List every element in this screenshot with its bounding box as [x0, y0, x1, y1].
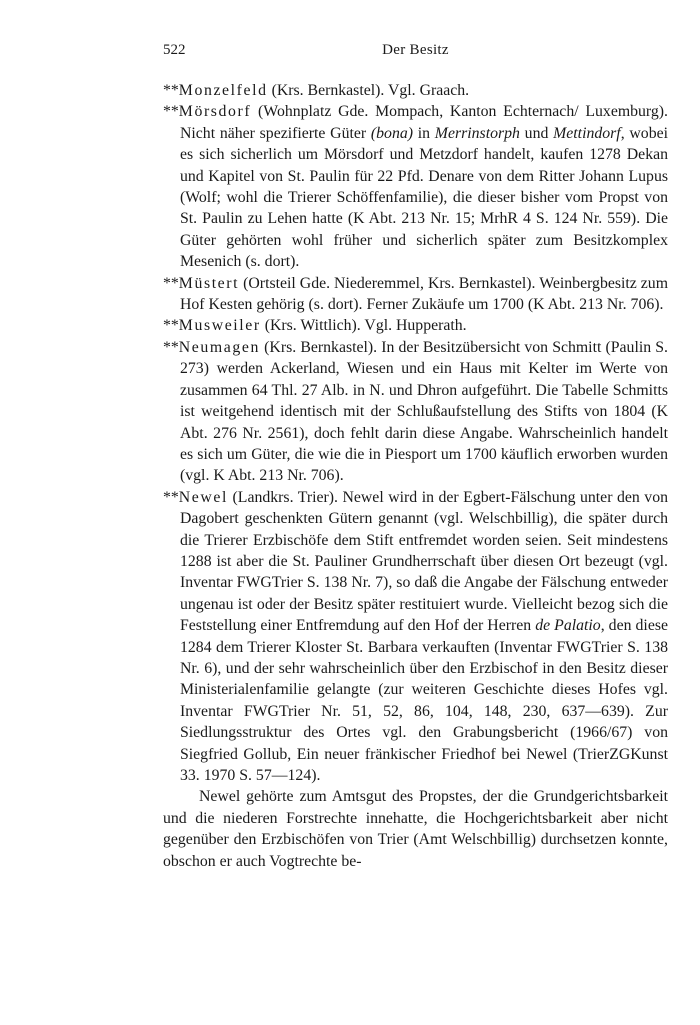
- entry-mörsdorf: [163, 101, 668, 272]
- continuation-paragraph: Newel gehörte zum Amtsgut des Propstes, der die Grundgerichtsbarkeit und die niederen Forstrechte innehatte, die Hochgerichtsbarkeit aber nicht gegenüber den Erzbischöfen von Trier (Amt Welschbillig) durchsetzen konnte, obschon er auch Vogtrechte be-: [163, 788, 668, 870]
- entry-text: (Krs. Bernkastel). In der Besitzübersicht von Schmitt (Paulin S. 273) werden Ackerland, Wiesen und ein Haus mit Kelter im Werte von zusammen 64 Thl. 27 Alb. in N. und Dhron aufgeführt. Die Tabelle Schmitts ist weitgehend identisch mit der Schlußaufstellung des Stifts von 1804 (K Abt. 276 Nr. 2561), doch fehlt darin diese Angabe. Wahrscheinlich handelt es sich um Güter, die wie die in Piesport um 1700 käuflich erworben wurden (vgl. K Abt. 213 Nr. 706).: [180, 338, 668, 485]
- entry-text: (Krs. Wittlich). Vgl. Hupperath.: [260, 317, 467, 335]
- entry-newel: [163, 487, 668, 787]
- entry-neumagen: [163, 337, 668, 487]
- entry-list: [163, 80, 668, 786]
- entry-text: (Landkrs. Trier). Newel wird in der Egbert-Fälschung unter den von Dagobert geschenkten Gütern genannt (vgl. Welschbillig), die später durch die Trierer Erzbischöfe dem Stift entfremdet worden seien. Seit mindestens 1288 ist aber die St. Pauliner Grundherrschaft über diesen Ort bezeugt (vgl. Inventar FWGTrier S. 138 Nr. 7), so daß die Angabe der Fälschung entweder ungenau ist oder der Besitz später restituiert wurde. Vielleicht bezog sich die Feststellung einer Entfremdung auf den Hof der Herren: [180, 488, 668, 635]
- entry-musweiler: [163, 315, 668, 336]
- entry-marker: **: [163, 317, 179, 335]
- entry-marker: **: [163, 338, 179, 356]
- italic-term: Merrinstorph: [434, 124, 520, 142]
- entry-text: (Krs. Bernkastel). Vgl. Graach.: [267, 82, 470, 99]
- entry-text: (Wohnplatz Gde. Mompach, Kanton Echternach/ Luxemburg). Nicht näher spezifierte Güter: [180, 103, 668, 142]
- entry-marker: **: [163, 103, 179, 121]
- entry-marker: **: [163, 274, 179, 292]
- page-number: 522: [163, 42, 186, 58]
- entry-text: in: [413, 124, 435, 142]
- entry-lemma: Monzelfeld: [178, 82, 268, 99]
- entry-lemma: Musweiler: [178, 317, 261, 335]
- entry-text: (Ortsteil Gde. Niederemmel, Krs. Bernkastel). Weinbergbesitz zum Hof Kesten gehörig (s. dort). Ferner Zukäufe um 1700 (K Abt. 213 Nr. 706).: [180, 274, 668, 314]
- body-text: [163, 80, 668, 872]
- entry-marker: **: [163, 82, 179, 99]
- entry-text: , wobei es sich sicherlich um Mörsdorf und Metzdorf handelt, kaufen 1278 Dekan und Kapitel von St. Paulin für 22 Pfd. Denare von dem Ritter Johann Lupus (Wolf; wohl die Trierer Schöffenfamilie), die dieser bisher vom Propst von St. Paulin zu Lehen hatte (K Abt. 213 Nr. 15; MrhR 4 S. 124 Nr. 559). Die Güter gehörten wohl früher und sicherlich später zum Besitzkomplex Mesenich (s. dort).: [180, 124, 668, 271]
- entry-text: und: [519, 124, 554, 142]
- entry-lemma: Müstert: [178, 274, 240, 292]
- italic-term: de Palatio: [535, 617, 601, 635]
- entry-text: , den diese 1284 dem Trierer Kloster St. Barbara verkauften (Inventar FWGTrier S. 138 Nr. 6), und der sehr wahrscheinlich über den Erzbischof in den Besitz dieser Ministerialenfamilie gelangte (zur weiteren Geschichte dieses Hofes vgl. Inventar FWGTrier Nr. 51, 52, 86, 104, 148, 230, 637—639). Zur Siedlungsstruktur des Ortes vgl. den Grabungsbericht (1966/67) von Siegfried Gollub, Ein neuer fränkischer Friedhof bei Newel (TrierZGKunst 33. 1970 S. 57—124).: [180, 617, 668, 784]
- entry-lemma: Neumagen: [178, 338, 261, 356]
- page-header: [163, 42, 668, 64]
- entry-marker: **: [163, 488, 179, 506]
- entry-lemma: Newel: [178, 488, 229, 506]
- entry-müstert: [163, 273, 668, 316]
- entry-lemma: Mörsdorf: [178, 103, 252, 121]
- entry-monzelfeld: [163, 80, 668, 101]
- italic-term: (bona): [370, 124, 414, 142]
- running-title: Der Besitz: [382, 42, 449, 58]
- italic-term: Mettindorf: [553, 124, 621, 142]
